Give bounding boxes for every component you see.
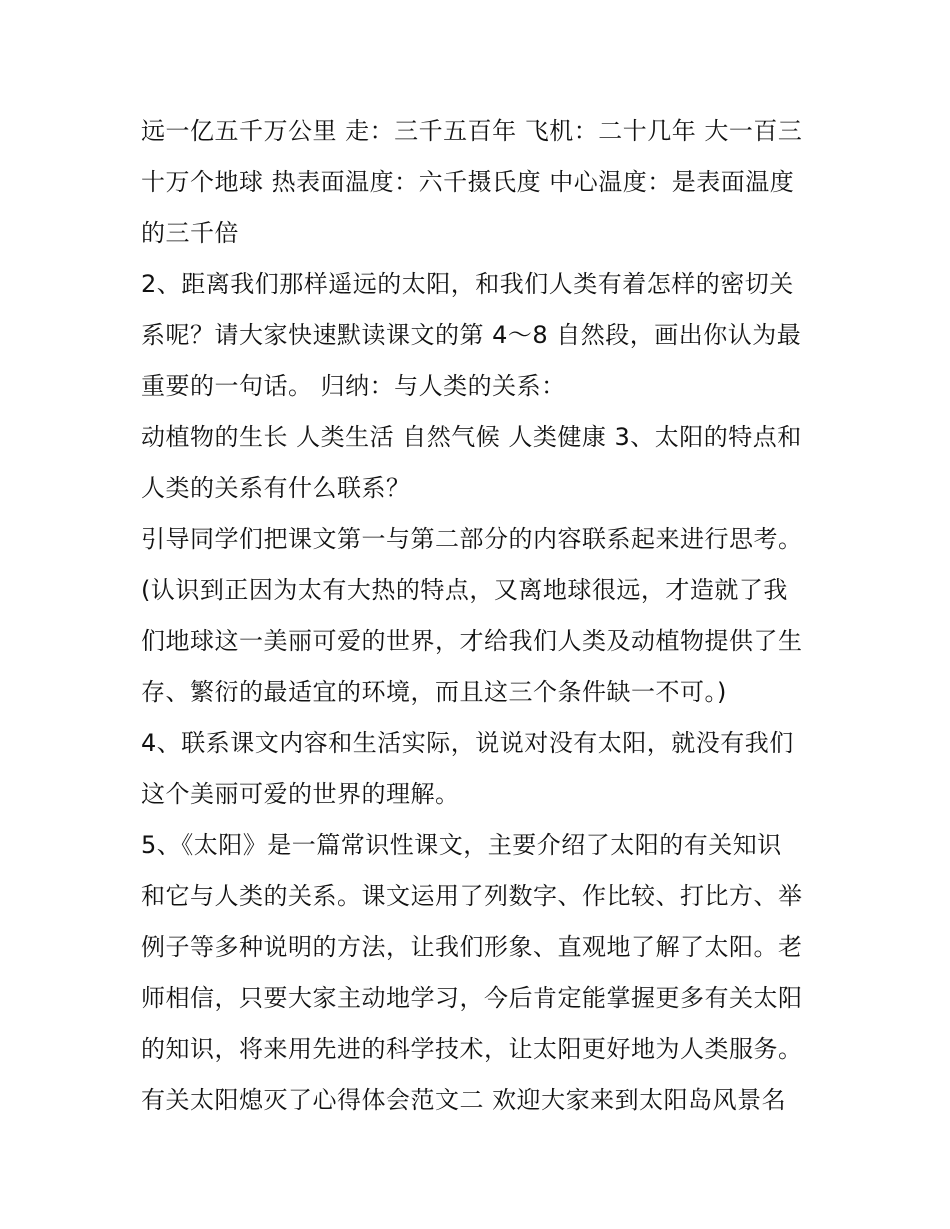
- text-line: 的知识，将来用先进的科学技术，让太阳更好地为人类服务。: [141, 1035, 803, 1063]
- text-line: 重要的一句话。 归纳：与人类的关系：: [141, 372, 566, 400]
- text-line: 们地球这一美丽可爱的世界，才给我们人类及动植物提供了生: [141, 627, 803, 655]
- text-line: 5、《太阳》是一篇常识性课文，主要介绍了太阳的有关知识: [141, 831, 782, 859]
- text-line: 和它与人类的关系。课文运用了列数字、作比较、打比方、举: [141, 882, 803, 910]
- text-line: 引导同学们把课文第一与第二部分的内容联系起来进行思考。: [141, 525, 803, 553]
- text-line: 例子等多种说明的方法，让我们形象、直观地了解了太阳。老: [141, 933, 803, 961]
- text-line: 系呢？请大家快速默读课文的第 4～8 自然段，画出你认为最: [141, 321, 802, 349]
- text-line: 有关太阳熄灭了心得体会范文二 欢迎大家来到太阳岛风景名: [141, 1086, 787, 1114]
- text-line: 4、联系课文内容和生活实际，说说对没有太阳，就没有我们: [141, 729, 794, 757]
- text-line: 远一亿五千万公里 走：三千五百年 飞机：二十几年 大一百三: [141, 117, 803, 145]
- text-line: 2、距离我们那样遥远的太阳，和我们人类有着怎样的密切关: [141, 270, 794, 298]
- text-line: 的三千倍: [141, 219, 239, 247]
- document-body: [141, 106, 821, 1126]
- text-line: 这个美丽可爱的世界的理解。: [141, 780, 460, 808]
- text-line: 动植物的生长 人类生活 自然气候 人类健康 3、太阳的特点和: [141, 423, 802, 451]
- text-line: 人类的关系有什么联系？: [141, 474, 411, 502]
- text-line: 存、繁衍的最适宜的环境，而且这三个条件缺一不可。): [141, 678, 727, 706]
- text-line: 师相信，只要大家主动地学习，今后肯定能掌握更多有关太阳: [141, 984, 803, 1012]
- text-line: 十万个地球 热表面温度：六千摄氏度 中心温度：是表面温度: [141, 168, 795, 196]
- text-line: (认识到正因为太有大热的特点，又离地球很远，才造就了我: [141, 576, 788, 604]
